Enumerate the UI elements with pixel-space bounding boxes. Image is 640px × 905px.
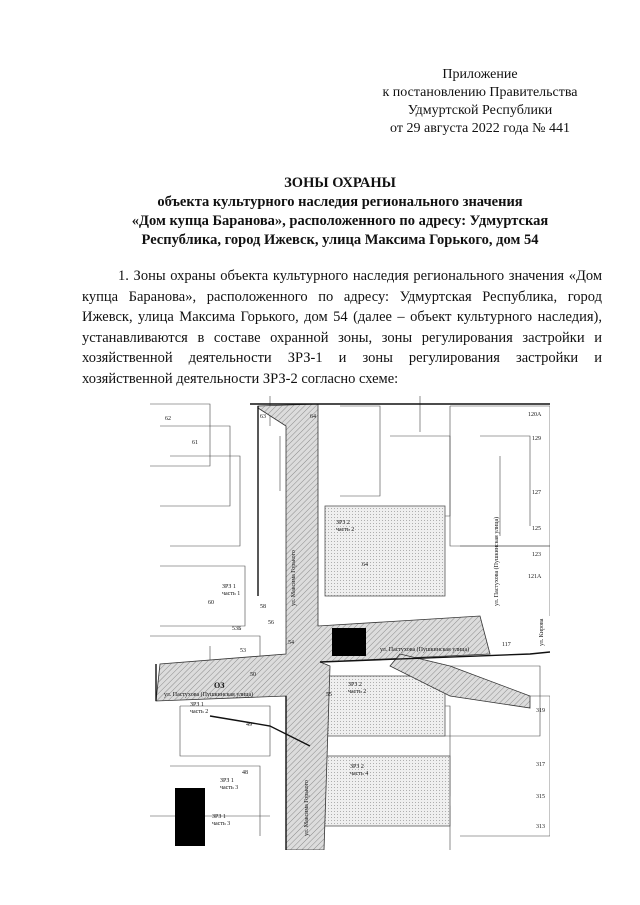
zrz1-label-1: ЗРЗ 1 (222, 584, 236, 590)
label-48: 48 (242, 770, 248, 776)
appendix-line-3: Удмуртской Республики (407, 103, 553, 118)
label-53b: 53Б (232, 626, 242, 632)
document-title (60, 174, 620, 250)
zrz2-label-1: ЗРЗ 2 (336, 520, 350, 526)
paragraph-1: 1. Зоны охраны объекта культурного наследия регионального значения «Дом купца Баранова», расположенного по адресу: Удмуртская Республика, город Ижевск, улица Максима Горького, дом 54 (далее – объект культурного наследия), устанавливаются в составе охранной зоны, зоны регулирования застройки и хозяйственной деятельности ЗРЗ-1 и зоны регулирования застройки и хозяйственной деятельности ЗРЗ-2 согласно схеме: (82, 268, 602, 387)
zrz1-label-3: ЗРЗ 1 (220, 778, 234, 784)
label-121a: 121А (528, 574, 542, 580)
label-317: 317 (536, 762, 545, 768)
label-120a: 120А (528, 412, 542, 418)
label-60: 60 (208, 600, 214, 606)
zrz2-zone-part-4 (320, 756, 450, 826)
street-gorkogo-label-2: ул. Максима Горького (304, 780, 310, 836)
zrz2-zone-part-2b (325, 676, 445, 736)
zrz2-label-3: ЗРЗ 2 (350, 764, 364, 770)
street-lenina-label: ул. Пастухова (Пушкинская улица) (494, 516, 500, 606)
title-line-3: «Дом купца Баранова», расположенного по адресу: Удмуртская (131, 213, 549, 229)
zrz1-part-label-1: часть 1 (222, 591, 241, 597)
zrz2-part-label-1: часть 2 (336, 527, 355, 533)
zones-scheme-map (150, 396, 550, 850)
appendix-line-4: от 29 августа 2022 года № 441 (390, 121, 570, 136)
label-53: 53 (240, 648, 246, 654)
zrz2-part-label-3: часть 4 (350, 771, 369, 777)
label-50: 50 (250, 672, 256, 678)
label-319: 319 (536, 708, 545, 714)
label-315: 315 (536, 794, 545, 800)
label-54: 54 (288, 640, 294, 646)
zrz2-label-2: ЗРЗ 2 (348, 682, 362, 688)
label-117: 117 (502, 642, 511, 648)
zrz1-part-label-3: часть 3 (220, 785, 239, 791)
label-58: 58 (260, 604, 266, 610)
body-text (82, 266, 602, 389)
label-55: 55 (326, 692, 332, 698)
label-123: 123 (532, 552, 541, 558)
label-127: 127 (532, 490, 541, 496)
label-56: 56 (268, 620, 274, 626)
appendix-line-1: Приложение (442, 67, 518, 82)
street-gorkogo-label: ул. Максима Горького (291, 550, 297, 606)
zrz1-label-2: ЗРЗ 1 (190, 702, 204, 708)
street-kirova-label: ул. Кирова (539, 618, 545, 646)
label-125: 125 (532, 526, 541, 532)
label-62: 62 (165, 416, 171, 422)
zrz1-part-label-4: часть 3 (212, 821, 231, 827)
dark-building-block (175, 788, 205, 846)
title-line-2: объекта культурного наследия регионального значения (157, 194, 523, 210)
street-left-label: ул. Пастухова (Пушкинская улица) (164, 692, 254, 698)
label-64: 64 (310, 414, 316, 420)
label-61: 61 (192, 440, 198, 446)
oz-label: ОЗ (214, 681, 225, 690)
label-313: 313 (536, 824, 545, 830)
heritage-object-building (332, 628, 366, 656)
label-64b: 64 (362, 562, 368, 568)
street-pushkin-label: ул. Пастухова (Пушкинская улица) (380, 647, 470, 653)
label-129: 129 (532, 436, 541, 442)
zrz1-part-label-2: часть 2 (190, 709, 209, 715)
zrz1-label-4: ЗРЗ 1 (212, 814, 226, 820)
title-line-4: Республика, город Ижевск, улица Максима Горького, дом 54 (141, 232, 539, 248)
label-49: 49 (246, 722, 252, 728)
appendix-line-2: к постановлению Правительства (382, 85, 578, 100)
appendix-header (360, 66, 600, 138)
label-63: 63 (260, 414, 266, 420)
title-line-1: ЗОНЫ ОХРАНЫ (284, 175, 396, 191)
zrz2-part-label-2: часть 2 (348, 689, 367, 695)
